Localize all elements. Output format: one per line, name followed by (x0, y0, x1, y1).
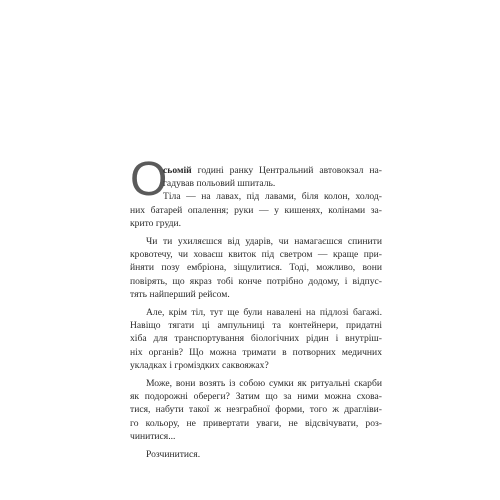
text-line: них батарей опалення; руки — у кишенях, колінами за- (130, 204, 382, 216)
text-line: чинитися... (130, 430, 176, 442)
text-line: тися, набути такої ж незграбної форми, того ж драгліви- (130, 404, 382, 416)
text-line: тять найперший рейсом. (130, 288, 230, 300)
text-line: Але, крім тіл, тут ще були навалені на підлозі багажі. (146, 307, 382, 319)
text-line (130, 164, 382, 177)
text-line: Навіщо тягати ці ампульниці та контейнери, придатні (130, 320, 382, 332)
text-line: йняти позу ембріона, зіщулитися. Тоді, можливо, вони (130, 262, 382, 274)
text-line: хіба для транспортування біологічних рідин і внутріш- (130, 333, 382, 345)
text-line: укладках і громіздких саквояжах? (130, 359, 269, 371)
text-line: як подорожні обереги? Затим що за ними можна схова- (130, 391, 382, 403)
text-fragment: годині ранку Центральний автовокзал на- (191, 165, 382, 176)
text-line: крито груди. (130, 217, 182, 229)
text-line: кровотечу, чи ховаєш квиток під светром — краще при- (130, 249, 382, 261)
text-line: ніх органів? Що можна тримати в потворних медичних (130, 346, 382, 358)
body-text (130, 164, 382, 461)
text-line: го кольору, не привертати уваги, не відсвічувати, роз- (130, 417, 382, 429)
text-line: повірять, що якраз тобі конче потрібно додому, і відпус- (130, 275, 382, 287)
text-line: Чи ти ухиляєшся від ударів, чи намагаєшся спинити (146, 236, 382, 248)
text-line: гадував польовий шпиталь. (163, 178, 276, 190)
lead-word: сьомій (163, 165, 192, 176)
drop-cap: О (130, 153, 168, 206)
text-line: Тіла — на лавах, під лавами, біля колон, холод- (163, 191, 382, 203)
text-line: Може, вони возять із собою сумки як ритуальні скарби (146, 378, 382, 390)
text-line: Розчинитися. (146, 449, 201, 461)
